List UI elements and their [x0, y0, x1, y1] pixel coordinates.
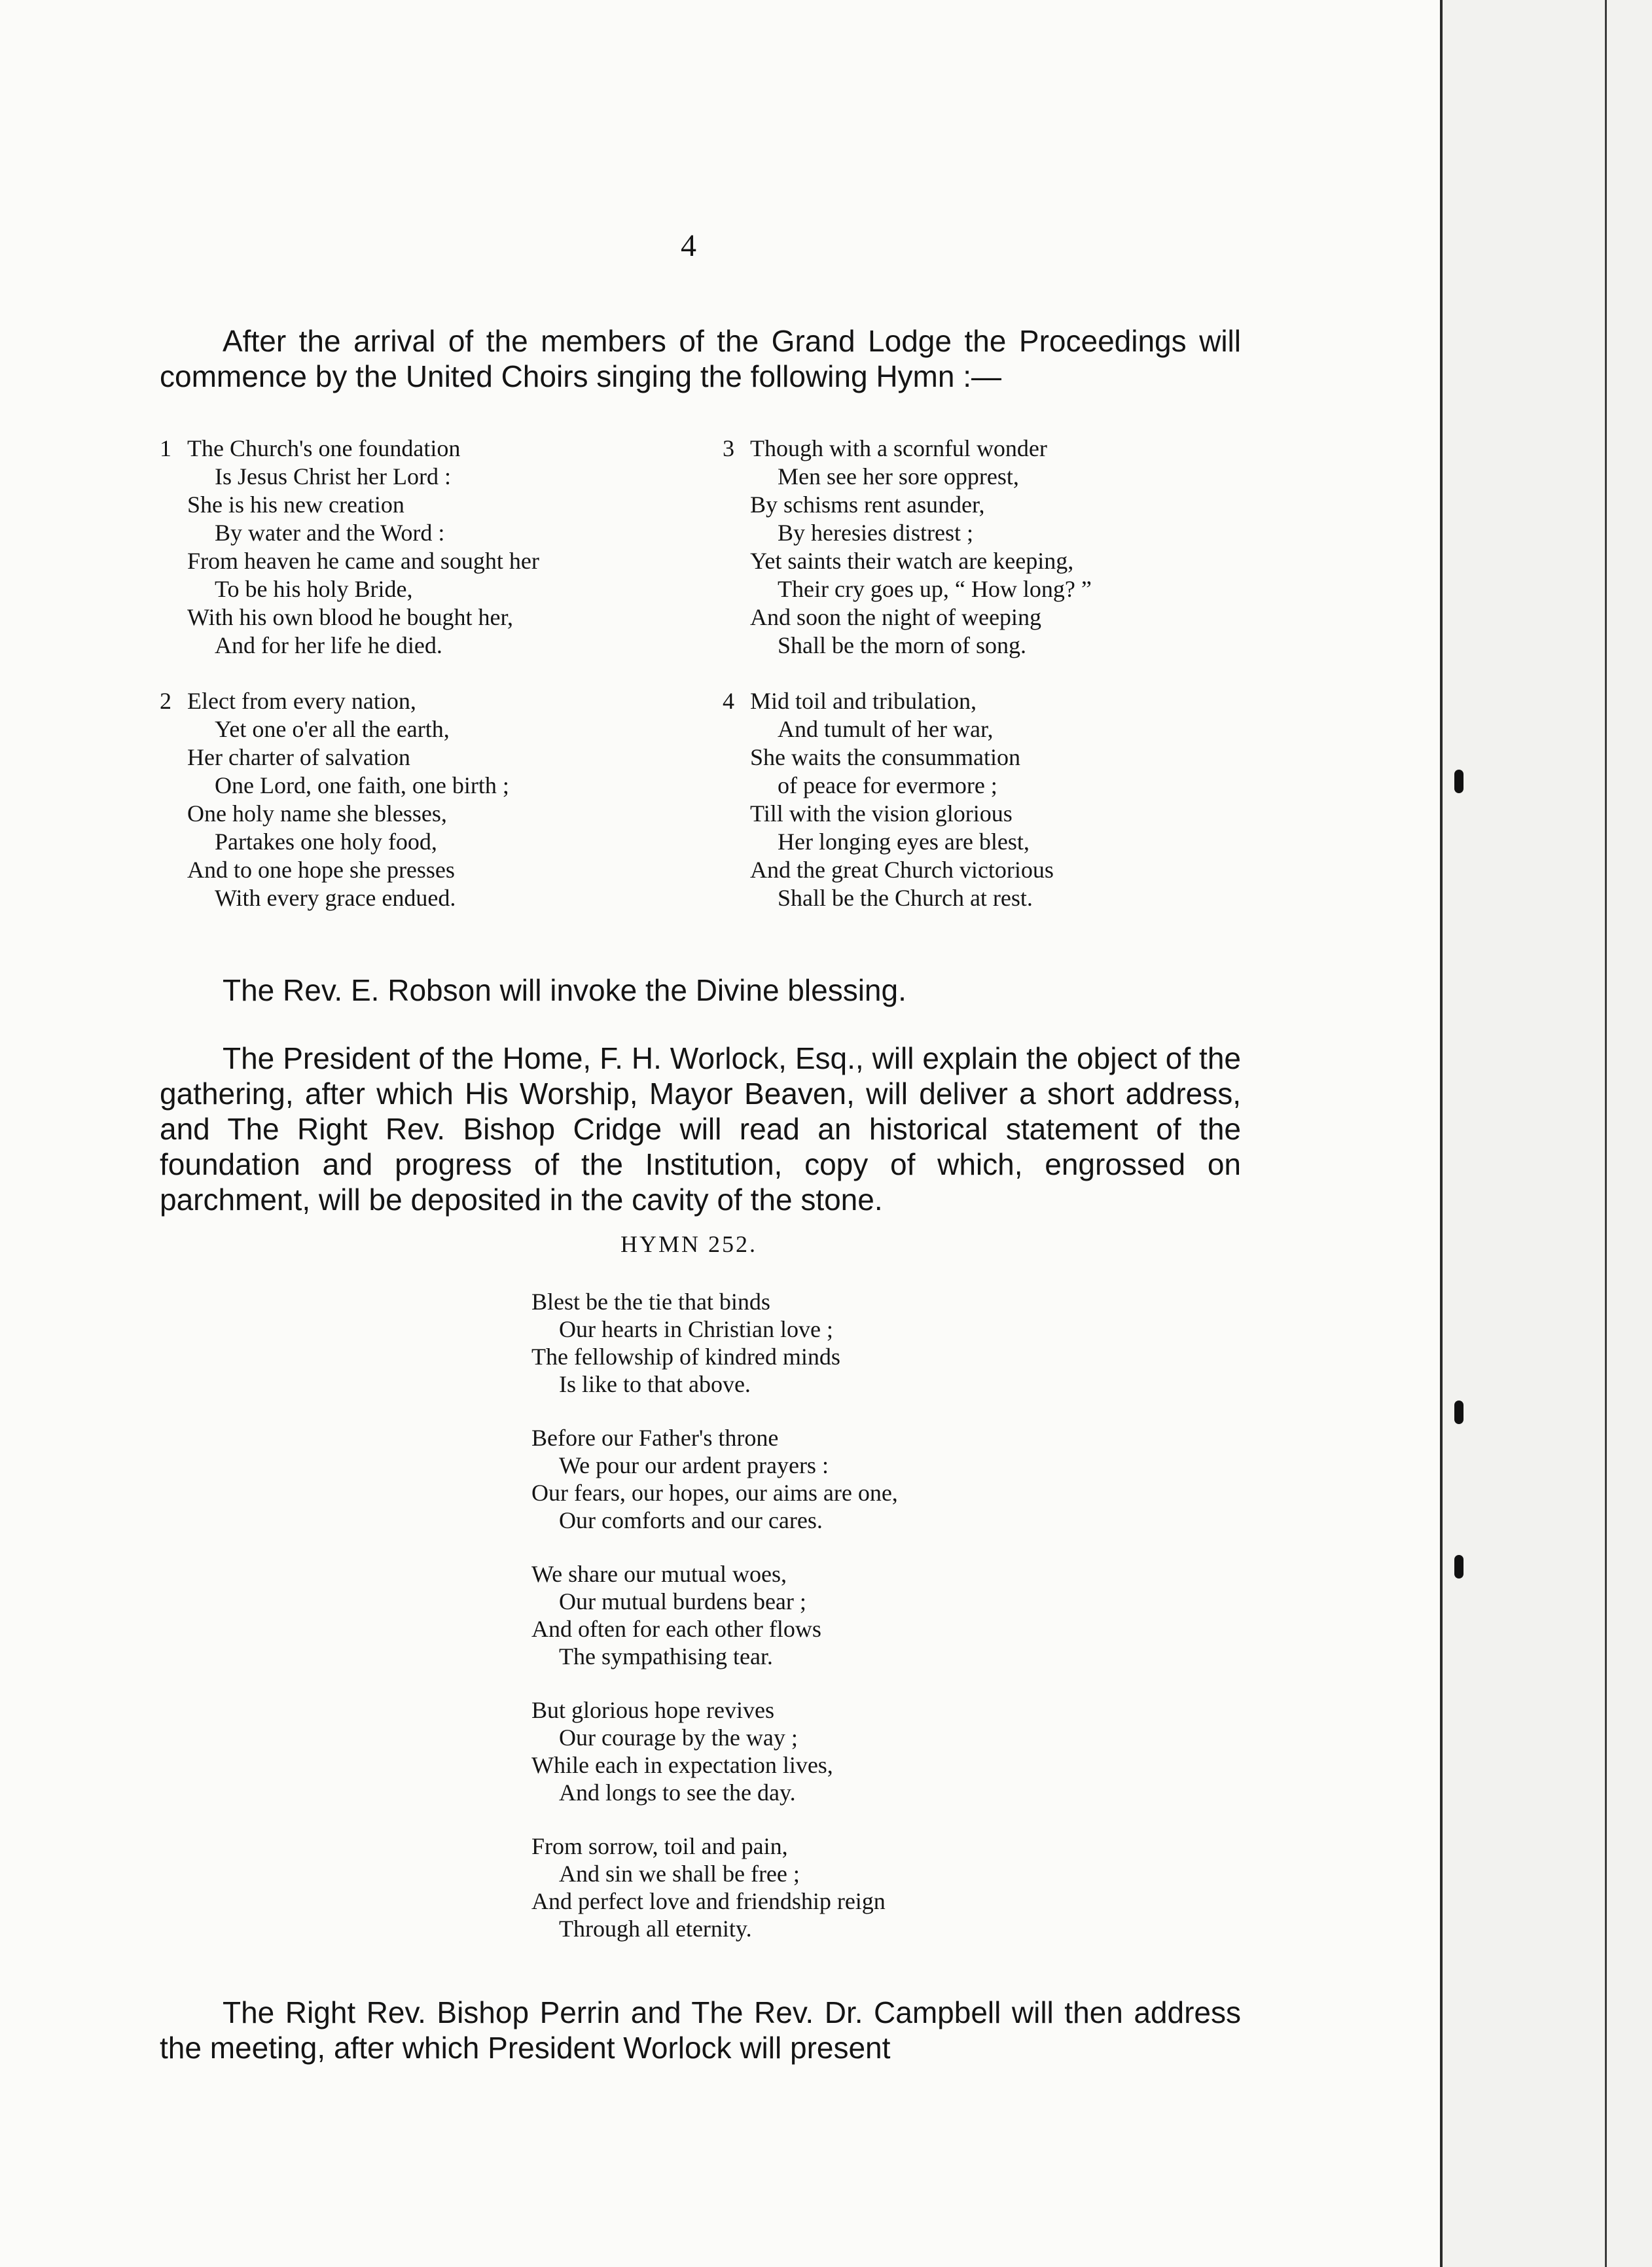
hymn-verse	[531, 1832, 1121, 1942]
verse-line: Yet saints their watch are keeping,	[750, 548, 1074, 574]
verse-line: Elect from every nation,	[187, 688, 416, 714]
verse-line: Partakes one holy food,	[215, 829, 437, 855]
verse-line: Though with a scornful wonder	[750, 435, 1047, 461]
verse-line: And to one hope she presses	[187, 857, 455, 883]
binding-mark	[1454, 770, 1463, 793]
verse-line: From sorrow, toil and pain,	[531, 1833, 788, 1859]
verse-line: Their cry goes up, “ How long? ”	[778, 576, 1092, 602]
hymn-verse	[723, 435, 1259, 660]
hymn-one-right-column	[723, 435, 1259, 940]
verse-line: And soon the night of weeping	[750, 604, 1041, 630]
verse-line: And sin we shall be free ;	[559, 1861, 800, 1887]
hymn-verse	[531, 1288, 1121, 1398]
hymn-verse	[531, 1560, 1121, 1670]
verse-line: Yet one o'er all the earth,	[215, 716, 450, 742]
verse-line: Our fears, our hopes, our aims are one,	[531, 1480, 898, 1506]
verse-line: Blest be the tie that binds	[531, 1289, 770, 1315]
verse-line: One Lord, one faith, one birth ;	[215, 772, 509, 798]
hymn-verse	[160, 687, 696, 912]
verse-line: By heresies distrest ;	[778, 520, 973, 546]
binding-mark	[1454, 1555, 1463, 1579]
verse-line: And for her life he died.	[215, 632, 442, 658]
hymn-verse	[531, 1696, 1121, 1806]
verse-line: Shall be the Church at rest.	[778, 885, 1033, 911]
president-paragraph: The President of the Home, F. H. Worlock, Esq., will explain the object of the gathering, after which His Worship, Mayor Beaven, will deliver a short address, and The Right Rev. Bishop Cridge will read an historical statement of the foundation and progress of the Institution, copy of which, engrossed on parchment, will be deposited in the cavity of the stone.	[160, 1041, 1241, 1217]
verse-line: Our hearts in Christian love ;	[559, 1316, 833, 1342]
verse-line: Her charter of salvation	[187, 744, 410, 770]
verse-line: With his own blood he bought her,	[187, 604, 514, 630]
verse-line: The Church's one foundation	[187, 435, 461, 461]
closing-paragraph: The Right Rev. Bishop Perrin and The Rev. Dr. Campbell will then address the meeting, after which President Worlock will present	[160, 1995, 1241, 2065]
intro-paragraph: After the arrival of the members of the Grand Lodge the Proceedings will commence by the United Choirs singing the following Hymn :—	[160, 324, 1241, 393]
hymn-verse	[531, 1424, 1121, 1534]
verse-line: Before our Father's throne	[531, 1425, 779, 1451]
verse-line: And often for each other flows	[531, 1616, 821, 1642]
verse-line: Our mutual burdens bear ;	[559, 1588, 806, 1615]
verse-line: The fellowship of kindred minds	[531, 1344, 840, 1370]
verse-line: Till with the vision glorious	[750, 800, 1013, 827]
verse-line: of peace for evermore ;	[778, 772, 997, 798]
invocation-paragraph: The Rev. E. Robson will invoke the Divine blessing.	[223, 973, 907, 1007]
verse-line: We pour our ardent prayers :	[559, 1452, 829, 1478]
hymn-one-left-column	[160, 435, 696, 940]
verse-line: We share our mutual woes,	[531, 1561, 787, 1587]
verse-line: Mid toil and tribulation,	[750, 688, 977, 714]
verse-line: One holy name she blesses,	[187, 800, 447, 827]
hymn-verse	[160, 435, 696, 660]
page-number: 4	[681, 228, 696, 263]
verse-line: Through all eternity.	[559, 1916, 752, 1942]
verse-line: She waits the consummation	[750, 744, 1020, 770]
verse-line: From heaven he came and sought her	[187, 548, 539, 574]
verse-line: Our comforts and our cares.	[559, 1507, 823, 1533]
verse-line: The sympathising tear.	[559, 1643, 773, 1669]
verse-line: Our courage by the way ;	[559, 1724, 798, 1751]
verse-line: Men see her sore opprest,	[778, 463, 1019, 490]
verse-line: And longs to see the day.	[559, 1779, 796, 1806]
verse-number: 3	[723, 435, 734, 461]
verse-line: And perfect love and friendship reign	[531, 1888, 886, 1914]
verse-number: 4	[723, 688, 734, 714]
verse-line: To be his holy Bride,	[215, 576, 413, 602]
verse-line: Her longing eyes are blest,	[778, 829, 1030, 855]
verse-line: With every grace endued.	[215, 885, 456, 911]
verse-line: By water and the Word :	[215, 520, 445, 546]
verse-line: And tumult of her war,	[778, 716, 994, 742]
binding-mark	[1454, 1401, 1463, 1424]
hymn-two	[531, 1288, 1121, 1969]
hymn-two-title: HYMN 252.	[620, 1231, 758, 1257]
verse-number: 1	[160, 435, 171, 461]
verse-line: By schisms rent asunder,	[750, 491, 985, 518]
hymn-verse	[723, 687, 1259, 912]
verse-line: While each in expectation lives,	[531, 1752, 833, 1778]
verse-line: Shall be the morn of song.	[778, 632, 1026, 658]
adjacent-page-strip	[1443, 0, 1652, 2267]
verse-line: Is Jesus Christ her Lord :	[215, 463, 451, 490]
verse-number: 2	[160, 688, 171, 714]
verse-line: She is his new creation	[187, 491, 404, 518]
verse-line: And the great Church victorious	[750, 857, 1054, 883]
page-fold-line	[1605, 0, 1607, 2267]
verse-line: But glorious hope revives	[531, 1697, 774, 1723]
verse-line: Is like to that above.	[559, 1371, 751, 1397]
